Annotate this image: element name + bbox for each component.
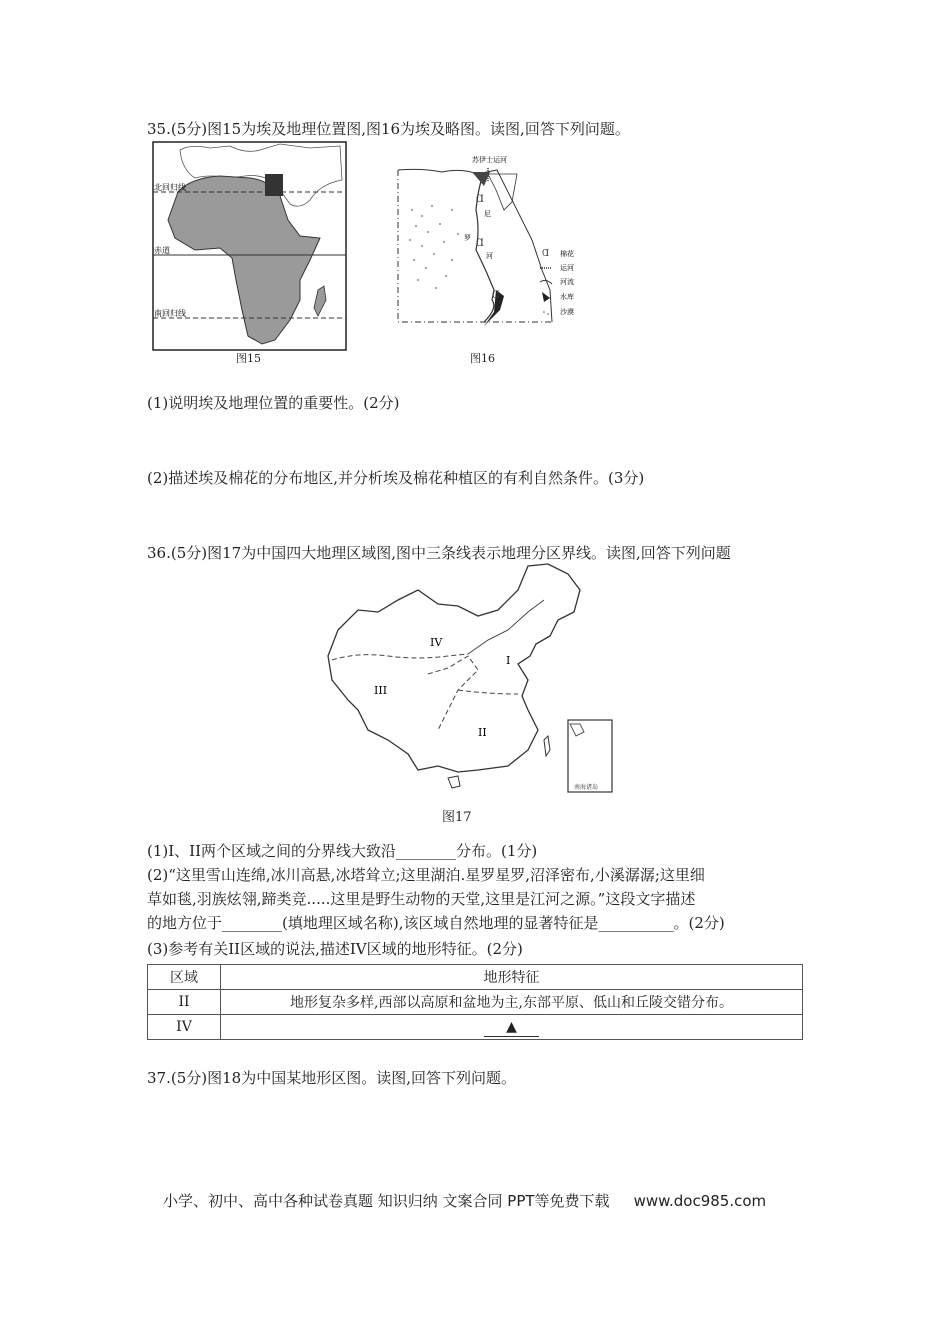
terrain-table — [147, 964, 803, 1040]
figure-16-egypt-map — [392, 150, 592, 330]
suez-canal-label: 苏伊士运河 — [472, 156, 507, 164]
table-header-row — [148, 965, 803, 990]
q36-part-2-line-1: (2)“这里雪山连绵,冰川高悬,冰塔耸立;这里湖泊.星罗星罗,沼泽密布,小溪潺潺;这里细 — [147, 866, 705, 884]
q36-part-3: (3)参考有关II区域的说法,描述IV区域的地形特征。(2分) — [147, 940, 523, 958]
q37-stem: 37.(5分)图18为中国某地形区图。读图,回答下列问题。 — [147, 1069, 516, 1087]
footer — [163, 1190, 766, 1211]
q35-stem: 35.(5分)图15为埃及地理位置图,图16为埃及略图。读图,回答下列问题。 — [147, 120, 630, 138]
svg-text:Ɑ: Ɑ — [476, 194, 484, 205]
legend-reservoir: 水库 — [560, 293, 574, 301]
legend-cotton: 棉花 — [560, 250, 574, 258]
q36-part-2-line-2: 草如毯,羽族炫翎,蹄类竞.....这里是野生动物的天堂,这里是江河之源。”这段文字描述 — [147, 890, 696, 908]
svg-text:Ɑ: Ɑ — [476, 238, 484, 249]
legend-canal: 运河 — [560, 264, 574, 272]
figure-16-legend — [540, 249, 574, 316]
inset-label: 南海诸岛 — [574, 784, 599, 791]
q36-stem: 36.(5分)图17为中国四大地理区域图,图中三条线表示地理分区界线。读图,回答下列问题 — [147, 544, 731, 562]
table-cell-terrain: 地形复杂多样,西部以高原和盆地为主,东部平原、低山和丘陵交错分布。 — [221, 990, 803, 1015]
region-iv-label: IV — [430, 636, 443, 649]
footer-text: 小学、初中、高中各种试卷真题 知识归纳 文案合同 PPT等免费下载 — [163, 1192, 610, 1210]
q36-part-1: (1)I、II两个区域之间的分界线大致沿________分布。(1分) — [147, 842, 538, 860]
region-iii-label: III — [374, 684, 388, 697]
q35-part-2: (2)描述埃及棉花的分布地区,并分析埃及棉花种植区的有利自然条件。(3分) — [147, 469, 645, 487]
figure-16-caption: 图16 — [470, 352, 495, 365]
figure-15-caption: 图15 — [236, 352, 261, 365]
table-row — [148, 1015, 803, 1040]
footer-site-link[interactable]: www.doc985.com — [633, 1192, 767, 1210]
q35-part-1: (1)说明埃及地理位置的重要性。(2分) — [147, 394, 400, 412]
figure-17-caption: 图17 — [442, 810, 472, 825]
tropic-capricorn-label: 南回归线 — [154, 309, 186, 318]
table-row — [148, 990, 803, 1015]
figure-17-china-map — [318, 560, 618, 800]
answer-triangle: ▲ — [484, 1018, 539, 1037]
equator-label: 赤道 — [154, 246, 170, 255]
legend-desert: 沙漠 — [560, 308, 574, 316]
table-cell-region: IV — [148, 1015, 221, 1040]
nile-label-2: 罗 — [464, 234, 471, 242]
table-cell-region: II — [148, 990, 221, 1015]
svg-text:Ɑ: Ɑ — [492, 290, 500, 301]
nile-label-1: 尼 — [484, 210, 491, 218]
region-i-label: I — [506, 654, 511, 667]
region-ii-label: II — [478, 726, 487, 739]
figure-15-africa-map — [150, 140, 350, 372]
tropic-cancer-label: 北回归线 — [154, 183, 186, 192]
nile-label-3: 河 — [486, 252, 493, 260]
svg-text:Ɑ: Ɑ — [542, 249, 550, 259]
table-cell-terrain-answer — [221, 1015, 803, 1040]
q36-part-2-line-3: 的地方位于________(填地理区域名称),该区域自然地理的显著特征是__________。(2分) — [147, 914, 725, 932]
table-header-region: 区域 — [148, 965, 221, 990]
legend-river: 河流 — [560, 278, 574, 286]
table-header-terrain: 地形特征 — [221, 965, 803, 990]
